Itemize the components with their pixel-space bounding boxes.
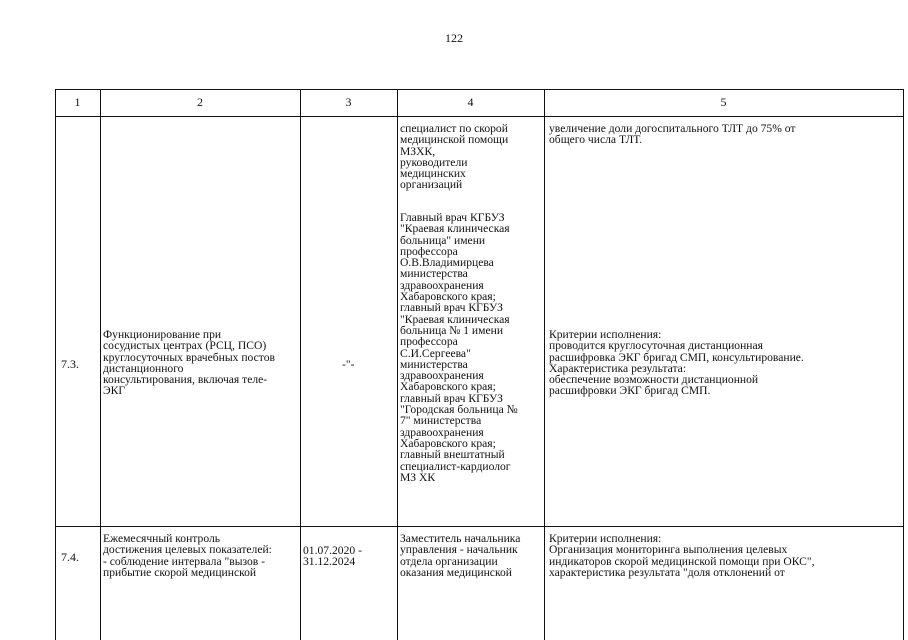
column-header-3: 3 <box>345 95 352 109</box>
row-separator-7-3 <box>55 526 904 527</box>
row-7-3-task: Функционирование при сосудистых центрах (РСЦ, ПСО) круглосуточных врачебных постов дистанционного консультирования, включая теле- ЭКГ <box>103 328 275 398</box>
column-border-left <box>55 89 56 640</box>
row-continued-result: увеличение доли догоспитального ТЛТ до 75% от общего числа ТЛТ. <box>549 122 796 147</box>
column-header-2: 2 <box>197 95 203 109</box>
row-7-4-responsible: Заместитель начальника управления - начальник отдела организации оказания медицинской <box>400 532 521 579</box>
row-7-4-period: 01.07.2020 - 31.12.2024 <box>303 544 362 569</box>
row-7-3-responsible: Главный врач КГБУЗ "Краевая клиническая больница" имени профессора О.В.Владимирцева министерства здравоохранения Хабаровского края; главный врач КГБУЗ "Краевая клиническая больница № 1 имени профессора С.И.Сергеева" министерства здравоохранения Хабаровского края; главный врач КГБУЗ "Городская больница № 7" министерства здравоохранения Хабаровского края; главный внештатный специалист-кардиолог МЗ ХК <box>400 211 518 484</box>
page-number: 122 <box>445 31 463 45</box>
header-bottom-border <box>55 116 904 117</box>
column-header-5: 5 <box>720 95 727 109</box>
activity-table <box>55 89 904 640</box>
row-continued-responsible: специалист по скорой медицинской помощи МЗХК, руководители медицинских организаций <box>400 122 509 192</box>
row-7-3-result: Критерии исполнения: проводится круглосуточная дистанционная расшифровка ЭКГ бригад СМП, консультирование. Характеристика результата: обеспечение возможности дистанционной расшифровки ЭКГ бригад СМП. <box>549 328 804 398</box>
row-7-4-task: Ежемесячный контроль достижения целевых показателей: - соблюдение интервала "вызов - прибытие скорой медицинской <box>103 532 272 579</box>
row-7-4-number: 7.4. <box>61 550 79 564</box>
column-header-4: 4 <box>467 95 474 109</box>
column-border-2 <box>300 89 301 640</box>
column-border-right <box>903 89 904 640</box>
column-header-1: 1 <box>74 95 81 109</box>
row-7-3-period: -"- <box>342 358 355 371</box>
row-7-4-result: Критерии исполнения: Организация мониторинга выполнения целевых индикаторов скорой медицинской помощи при ОКС", характеристика результата "доля отклонений от <box>549 532 815 579</box>
column-border-1 <box>100 89 101 640</box>
column-border-3 <box>397 89 398 640</box>
row-7-3-number: 7.3. <box>61 357 79 371</box>
column-border-4 <box>544 89 545 640</box>
